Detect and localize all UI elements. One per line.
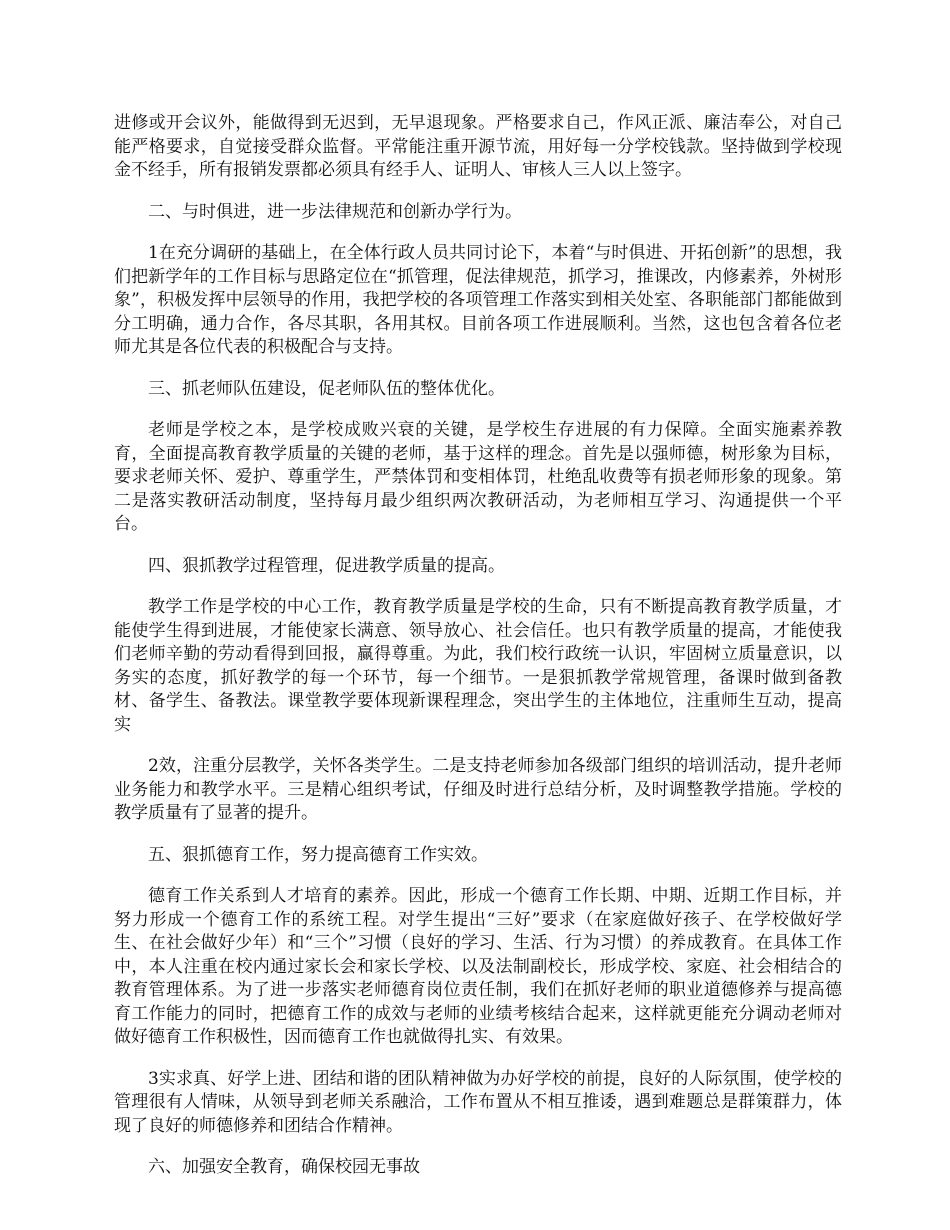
paragraph-teachers: 老师是学校之本，是学校成败兴衰的关键，是学校生存进展的有力保障。全面实施素养教育，全面提高教育教学质量的关键的老师，基于这样的理念。首先是以强师德，树形象为目标，要求老师关怀、爱护、尊重学生，严禁体罚和变相体罚，杜绝乱收费等有损老师形象的现象。第二是落实教研活动制度，坚持每月最少组织两次教研活动，为老师相互学习、沟通提供一个平台。 (114, 420, 842, 534)
paragraph-teaching-measures: 2效，注重分层教学，关怀各类学生。二是支持老师参加各级部门组织的培训活动，提升老师业务能力和教学水平。三是精心组织考试，仔细及时进行总结分析，及时调整教学措施。学校的教学质量有了显著的提升。 (114, 756, 842, 823)
section-heading-3: 三、抓老师队伍建设，促老师队伍的整体优化。 (148, 378, 505, 399)
section-heading-6: 六、加强安全教育，确保校园无事故 (148, 1157, 420, 1177)
paragraph-management: 1在充分调研的基础上，在全体行政人员共同讨论下，本着“与时俱进、开拓创新”的思想，我们把新学年的工作目标与思路定位在“抓管理，促法律规范，抓学习，推课改，内修素养，外树形象”，积极发挥中层领导的作用，我把学校的各项管理工作落实到相关处室、各职能部门都能做到分工明确，通力合作，各尽其职，各用其权。目前各项工作进展顺利。当然，这也包含着各位老师尤其是各位代表的积极配合与支持。 (114, 243, 842, 357)
section-heading-5: 五、狠抓德育工作，努力提高德育工作实效。 (148, 844, 488, 865)
paragraph-moral-education: 德育工作关系到人才培育的素养。因此，形成一个德育工作长期、中期、近期工作目标，并努力形成一个德育工作的系统工程。对学生提出“三好”要求（在家庭做好孩子、在学校做好学生、在社会做好少年）和“三个”习惯（良好的学习、生活、行为习惯）的养成教育。在具体工作中，本人注重在校内通过家长会和家长学校、以及法制副校长，形成学校、家庭、社会相结合的教育管理体系。为了进一步落实老师德育岗位责任制，我们在抓好老师的职业道德修养与提高德育工作能力的同时，把德育工作的成效与老师的业绩考核结合起来，这样就更能充分调动老师对做好德育工作积极性，因而德育工作也就做得扎实、有效果。 (114, 886, 842, 1047)
paragraph-team-spirit: 3实求真、好学上进、团结和谐的团队精神做为办好学校的前提，良好的人际氛围，使学校的管理很有人情味，从领导到老师关系融洽，工作布置从不相互推诿，遇到难题总是群策群力，体现了良好的师德修养和团结合作精神。 (114, 1068, 842, 1136)
section-heading-2: 二、与时俱进，进一步法律规范和创新办学行为。 (148, 201, 522, 222)
document-body (114, 112, 842, 1198)
paragraph-teaching-quality: 教学工作是学校的中心工作，教育教学质量是学校的生命，只有不断提高教育教学质量，才能使学生得到进展，才能使家长满意、领导放心、社会信任。也只有教学质量的提高，才能使我们老师辛勤的劳动看得到回报，赢得尊重。为此，我们校行政统一认识，牢固树立质量意识，以务实的态度，抓好教学的每一个环节，每一个细节。一是狠抓教学常规管理，备课时做到备教材、备学生、备教法。课堂教学要体现新课程理念，突出学生的主体地位，注重师生互动，提高实 (114, 597, 842, 735)
paragraph-integrity: 进修或开会议外，能做得到无迟到，无早退现象。严格要求自己，作风正派、廉洁奉公，对自己能严格要求，自觉接受群众监督。平常能注重开源节流，用好每一分学校钱款。坚持做到学校现金不经手，所有报销发票都必须具有经手人、证明人、审核人三人以上签字。 (114, 113, 842, 180)
section-heading-4: 四、狠抓教学过程管理，促进教学质量的提高。 (148, 555, 505, 576)
